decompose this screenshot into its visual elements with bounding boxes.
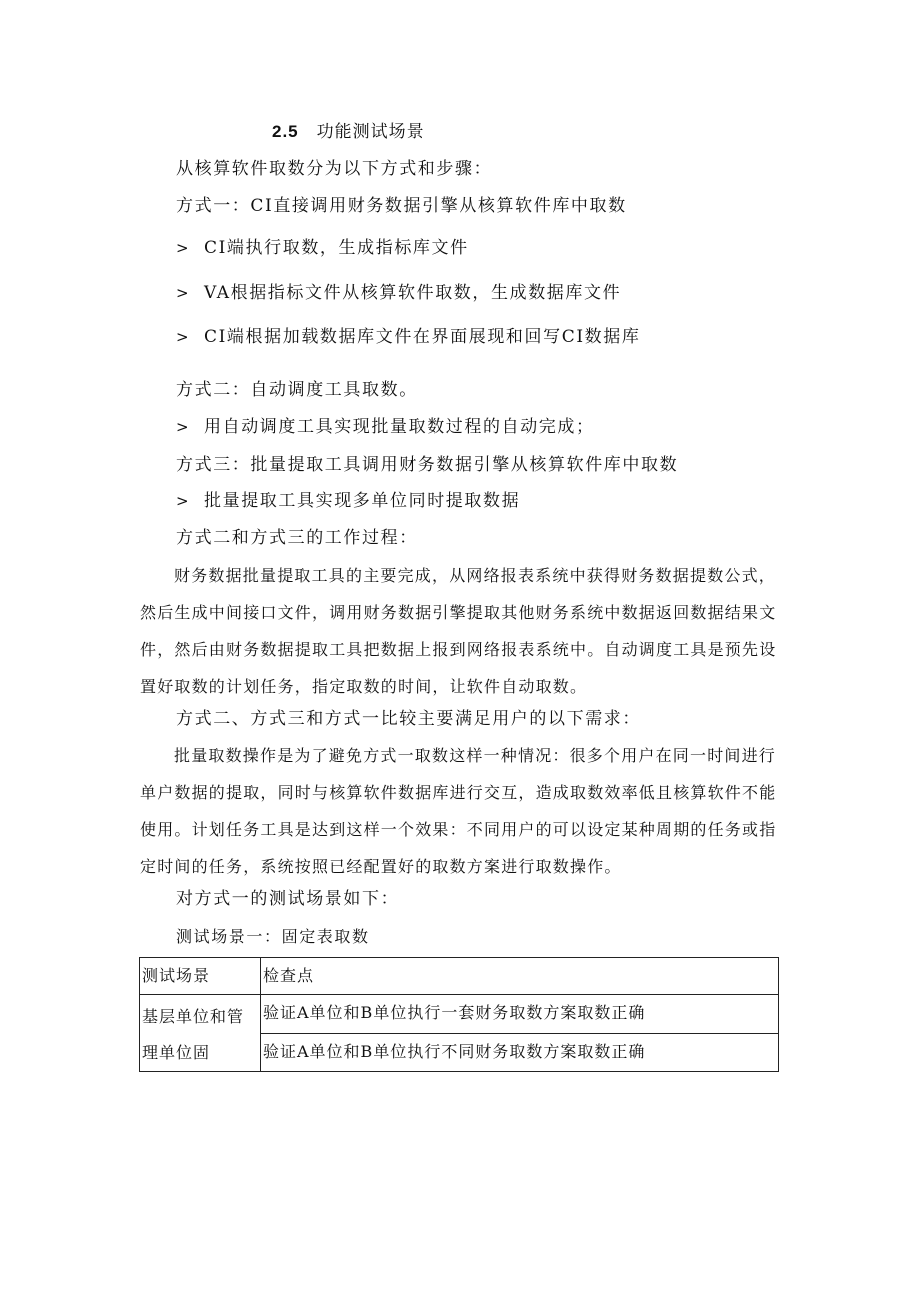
section-title: 功能测试场景 <box>316 122 425 142</box>
table-header-scenario: 测试场景 <box>140 958 261 995</box>
arrow-bullet-icon: > <box>176 328 191 346</box>
method2-step-1 <box>176 415 595 439</box>
arrow-bullet-icon: > <box>176 239 191 257</box>
scenario-table <box>139 957 779 1072</box>
method2-title: 方式二：自动调度工具取数。 <box>176 380 418 400</box>
scenario-intro: 对方式一的测试场景如下： <box>176 889 400 909</box>
process-paragraph: 财务数据批量提取工具的主要完成，从网络报表系统中获得财务数据提数公式，然后生成中间接口文件，调用财务数据引擎提取其他财务系统中数据返回数据结果文件，然后由财务数据提取工具把数据上报到网络报表系统中。自动调度工具是预先设置好取数的计划任务，指定取数的时间，让软件自动取数。 <box>140 566 777 696</box>
arrow-bullet-icon: > <box>176 418 191 436</box>
needs-paragraph: 批量取数操作是为了避免方式一取数这样一种情况：很多个用户在同一时间进行单户数据的提取，同时与核算软件数据库进行交互，造成取数效率低且核算软件不能使用。计划任务工具是达到这样一个效果：不同用户的可以设定某种周期的任务或指定时间的任务，系统按照已经配置好的取数方案进行取数操作。 <box>140 746 777 876</box>
arrow-bullet-icon: > <box>176 492 191 510</box>
table-check-cell: 验证A单位和B单位执行不同财务取数方案取数正确 <box>261 1033 779 1072</box>
table-merged-scenario-cell: 基层单位和管理单位固 <box>140 995 261 1072</box>
table-header-checkpoint: 检查点 <box>261 958 779 995</box>
section-number: 2.5 <box>272 122 299 141</box>
section-heading <box>272 120 425 144</box>
method1-step-2-text: VA根据指标文件从核算软件取数，生成数据库文件 <box>204 283 622 303</box>
method1-step-1 <box>176 236 469 260</box>
arrow-bullet-icon: > <box>176 284 191 302</box>
method3-step-1-text: 批量提取工具实现多单位同时提取数据 <box>204 491 521 511</box>
method1-step-2 <box>176 281 621 305</box>
scenario-table-grid <box>139 957 779 1072</box>
table-check-cell: 验证A单位和B单位执行一套财务取数方案取数正确 <box>261 995 779 1034</box>
process-title: 方式二和方式三的工作过程： <box>176 528 418 548</box>
method1-title: 方式一：CI直接调用财务数据引擎从核算软件库中取数 <box>176 196 627 216</box>
method3-title: 方式三：批量提取工具调用财务数据引擎从核算软件库中取数 <box>176 455 679 475</box>
table-row <box>140 995 779 1034</box>
method2-step-1-text: 用自动调度工具实现批量取数过程的自动完成； <box>204 417 595 437</box>
intro-text: 从核算软件取数分为以下方式和步骤： <box>176 159 493 179</box>
scenario1-title: 测试场景一：固定表取数 <box>176 927 370 946</box>
method1-step-1-text: CI端执行取数，生成指标库文件 <box>204 238 469 258</box>
method3-step-1 <box>176 489 520 513</box>
needs-title: 方式二、方式三和方式一比较主要满足用户的以下需求： <box>176 709 641 729</box>
method1-step-3 <box>176 325 640 349</box>
method1-step-3-text: CI端根据加载数据库文件在界面展现和回写CI数据库 <box>204 327 641 347</box>
table-header-row <box>140 958 779 995</box>
